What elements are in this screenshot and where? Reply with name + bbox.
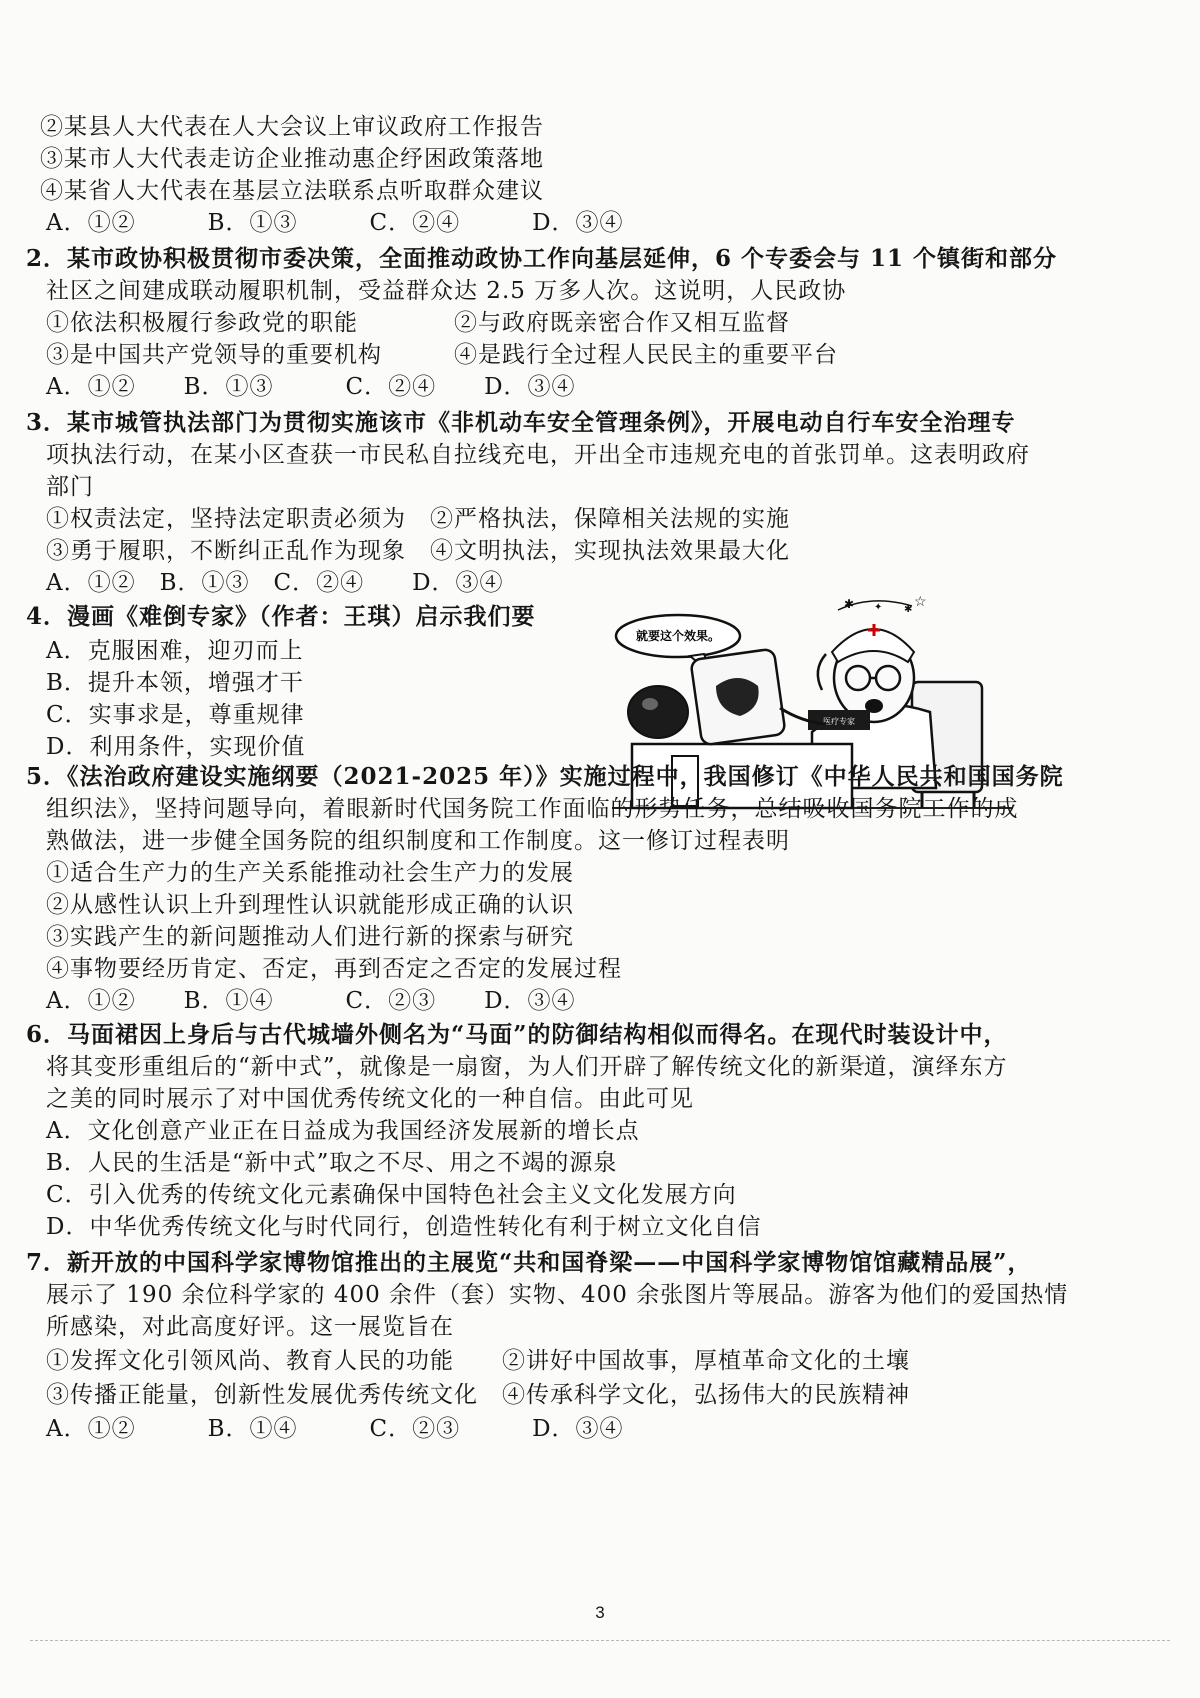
q7-stem-line-2: 展示了 190 余位科学家的 400 余件（套）实物、400 余张图片等展品。游客为他们的爱国热情 xyxy=(46,1282,1069,1308)
q6-stem-line-3: 之美的同时展示了对中国优秀传统文化的一种自信。由此可见 xyxy=(46,1086,694,1112)
q5-stem-line-2: 组织法》，坚持问题导向，着眼新时代国务院工作面临的形势任务，总结吸收国务院工作的成 xyxy=(46,796,1019,822)
q1-option-2: ②某县人大代表在人大会议上审议政府工作报告 xyxy=(40,114,544,140)
q1-answer-choices: A．①② B．①③ C．②④ D．③④ xyxy=(46,210,624,236)
q3-answer-choices: A．①② B．①③ C．②④ D．③④ xyxy=(46,570,504,596)
q2-stem-line-2: 社区之间建成联动履职机制，受益群众达 2.5 万多人次。这说明，人民政协 xyxy=(46,278,847,304)
q3-stem-line-1: 3．某市城管执法部门为贯彻实施该市《非机动车安全管理条例》，开展电动自行车安全治理专 xyxy=(26,409,1016,436)
desk-sign-text: 医疗专家 xyxy=(823,717,855,726)
q6-option-c: C．引入优秀的传统文化元素确保中国特色社会主义文化发展方向 xyxy=(46,1182,737,1208)
svg-text:✱: ✱ xyxy=(904,604,913,615)
q2-options-row-2: ③是中国共产党领导的重要机构 ④是践行全过程人民民主的重要平台 xyxy=(46,342,838,368)
speech-bubble-text: 就要这个效果。 xyxy=(635,629,721,643)
q2-options-row-1: ①依法积极履行参政党的职能 ②与政府既亲密合作又相互监督 xyxy=(46,310,790,336)
page-number: 3 xyxy=(595,1603,605,1622)
q5-option-4: ④事物要经历肯定、否定，再到否定之否定的发展过程 xyxy=(46,956,622,982)
q7-options-row-2: ③传播正能量，创新性发展优秀传统文化 ④传承科学文化，弘扬伟大的民族精神 xyxy=(46,1382,910,1408)
q6-option-b: B．人民的生活是“新中式”取之不尽、用之不竭的源泉 xyxy=(46,1150,618,1176)
q6-stem-line-2: 将其变形重组后的“新中式”，就像是一扇窗，为人们开辟了解传统文化的新渠道，演绎东方 xyxy=(46,1054,1008,1080)
q7-stem-line-1: 7．新开放的中国科学家博物馆推出的主展览“共和国脊梁——中国科学家博物馆馆藏精品展”， xyxy=(26,1249,1032,1276)
svg-text:✦: ✦ xyxy=(874,602,883,613)
q4-option-b: B．提升本领，增强才干 xyxy=(46,670,304,696)
q3-stem-line-3: 部门 xyxy=(46,474,94,500)
q5-stem-line-1: 5．《法治政府建设实施纲要（2021-2025 年）》实施过程中，我国修订《中华人民共和国国务院 xyxy=(26,763,1064,790)
svg-text:✱: ✱ xyxy=(844,597,855,611)
q3-stem-line-2: 项执法行动，在某小区查获一市民私自拉线充电，开出全市违规充电的首张罚单。这表明政府 xyxy=(46,442,1030,468)
q6-option-d: D．中华优秀传统文化与时代同行，创造性转化有利于树立文化自信 xyxy=(46,1214,762,1240)
q4-option-a: A．克服困难，迎刃而上 xyxy=(46,638,304,664)
q4-stem: 4．漫画《难倒专家》（作者：王琪）启示我们要 xyxy=(26,603,536,630)
q5-option-1: ①适合生产力的生产关系能推动社会生产力的发展 xyxy=(46,860,574,886)
q2-answer-choices: A．①② B．①③ C．②④ D．③④ xyxy=(46,374,576,400)
q4-option-c: C．实事求是，尊重规律 xyxy=(46,702,305,728)
q5-answer-choices: A．①② B．①④ C．②③ D．③④ xyxy=(46,988,576,1014)
q5-option-2: ②从感性认识上升到理性认识就能形成正确的认识 xyxy=(46,892,574,918)
svg-text:☆: ☆ xyxy=(914,594,927,610)
q6-stem-line-1: 6．马面裙因上身后与古代城墙外侧名为“马面”的防御结构相似而得名。在现代时装设计中， xyxy=(26,1021,1008,1048)
q7-options-row-1: ①发挥文化引领风尚、教育人民的功能 ②讲好中国故事，厚植革命文化的土壤 xyxy=(46,1348,910,1374)
q1-option-3: ③某市人大代表走访企业推动惠企纾困政策落地 xyxy=(40,146,544,172)
q7-stem-line-3: 所感染，对此高度好评。这一展览旨在 xyxy=(46,1314,454,1340)
q4-option-d: D．利用条件，实现价值 xyxy=(46,734,306,760)
q7-answer-choices: A．①② B．①④ C．②③ D．③④ xyxy=(46,1416,624,1442)
q3-options-row-2: ③勇于履职，不断纠正乱作为现象 ④文明执法，实现执法效果最大化 xyxy=(46,538,790,564)
q3-options-row-1: ①权责法定，坚持法定职责必须为 ②严格执法，保障相关法规的实施 xyxy=(46,506,790,532)
footer-divider xyxy=(30,1640,1170,1641)
q5-option-3: ③实践产生的新问题推动人们进行新的探索与研究 xyxy=(46,924,574,950)
q6-option-a: A．文化创意产业正在日益成为我国经济发展新的增长点 xyxy=(46,1118,640,1144)
q5-stem-line-3: 熟做法，进一步健全国务院的组织制度和工作制度。这一修订过程表明 xyxy=(46,828,790,854)
q2-stem-line-1: 2．某市政协积极贯彻市委决策，全面推动政协工作向基层延伸，6 个专委会与 11 个镇街和部分 xyxy=(26,245,1058,272)
q1-option-4: ④某省人大代表在基层立法联系点听取群众建议 xyxy=(40,178,544,204)
